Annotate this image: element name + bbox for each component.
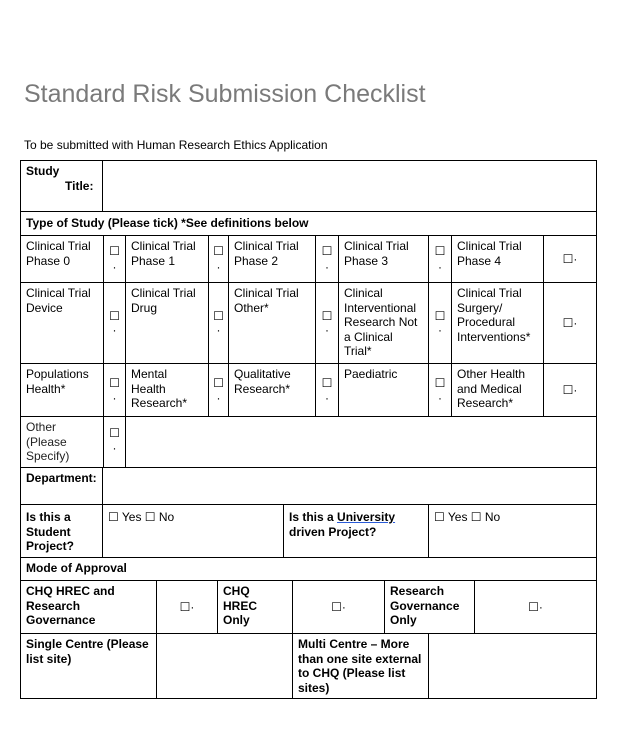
option-research-governance-only [384, 580, 475, 634]
option-label: Populations Health* [26, 367, 89, 396]
checkbox-dot: · [112, 441, 117, 455]
university-label-link: University [337, 510, 396, 524]
option-clinical-trial-other [228, 282, 316, 364]
option-qualitative-research [228, 363, 316, 417]
other-specify-input[interactable] [125, 416, 597, 468]
checkbox-icon: ☐ [213, 309, 224, 323]
option-label: Clinical Trial Phase 4 [457, 239, 522, 268]
department-input[interactable] [102, 467, 597, 505]
single-centre-label: Single Centre (Please list site) [26, 637, 149, 666]
checkbox-dot: · [438, 260, 442, 274]
checkbox-mental-health-research[interactable] [208, 363, 229, 417]
option-mental-health-research [125, 363, 209, 417]
checkbox-icon: ☐ [321, 309, 333, 323]
option-label: Clinical Trial Phase 2 [234, 239, 299, 268]
checkbox-paediatric[interactable] [428, 363, 452, 417]
checkbox-dot: · [216, 260, 221, 274]
checkbox-dot: · [325, 323, 329, 337]
option-chq-hrec-only [217, 580, 293, 634]
option-paediatric [338, 363, 429, 417]
department-label: Department: [26, 471, 97, 485]
university-project-label-cell [283, 504, 429, 558]
option-label: CHQ HREC and Research Governance [26, 584, 115, 627]
option-label: Clinical Trial Phase 0 [26, 239, 91, 268]
checkbox-icon: ☐· [562, 251, 578, 266]
university-yes-no-checkboxes[interactable]: ☐ Yes ☐ No [434, 510, 501, 524]
option-label: Other (Please Specify) [26, 420, 70, 463]
option-label: Clinical Trial Drug [131, 286, 196, 315]
option-populations-health [20, 363, 104, 417]
multi-centre-sites-input[interactable] [428, 633, 597, 699]
checkbox-icon: ☐ [109, 309, 120, 323]
option-label: Clinical Trial Phase 3 [344, 239, 409, 268]
checkbox-qualitative-research[interactable] [315, 363, 339, 417]
checkbox-icon: ☐· [528, 599, 543, 614]
checkbox-clinical-trial-phase-1[interactable] [208, 235, 229, 283]
option-label: Clinical Interventional Research Not a Clinical Trial* [344, 286, 418, 358]
student-yes-no-checkboxes[interactable]: ☐ Yes ☐ No [108, 510, 175, 524]
option-label: Clinical Trial Phase 1 [131, 239, 196, 268]
checkbox-clinical-trial-phase-3[interactable] [428, 235, 452, 283]
checkbox-icon: ☐ [434, 376, 446, 390]
checkbox-dot: · [325, 391, 329, 405]
document-subtitle: To be submitted with Human Research Ethics Application [24, 138, 328, 152]
option-clinical-trial-phase-4 [451, 235, 544, 283]
option-clinical-trial-phase-2 [228, 235, 316, 283]
checkbox-dot: · [112, 391, 117, 405]
single-centre-sites-input[interactable] [156, 633, 293, 699]
checkbox-clinical-trial-phase-0[interactable] [103, 235, 126, 283]
option-label: Other Health and Medical Research* [457, 367, 526, 410]
study-title-label-cell [20, 160, 103, 212]
option-clinical-trial-phase-1 [125, 235, 209, 283]
option-clinical-interventional-research [338, 282, 429, 364]
student-project-label: Is this a Student Project? [26, 510, 75, 553]
type-of-study-header-text: Type of Study (Please tick) *See definitions below [26, 216, 309, 230]
option-label: Clinical Trial Other* [234, 286, 299, 315]
student-project-label-cell [20, 504, 103, 558]
multi-centre-label-cell [292, 633, 429, 699]
university-project-options[interactable] [428, 504, 597, 558]
option-label: Paediatric [344, 367, 398, 381]
university-label-before: Is this a [289, 510, 338, 524]
checkbox-clinical-trial-phase-2[interactable] [315, 235, 339, 283]
mode-of-approval-header [20, 557, 597, 581]
checkbox-icon: ☐ [109, 376, 120, 390]
checkbox-dot: · [216, 323, 221, 337]
checkbox-chq-hrec-and-research-governance[interactable] [156, 580, 218, 634]
student-project-options[interactable] [102, 504, 284, 558]
option-label: CHQ HREC Only [223, 584, 258, 627]
option-clinical-trial-surgery [451, 282, 544, 364]
checkbox-dot: · [325, 260, 329, 274]
university-label-after: driven Project? [289, 524, 377, 539]
multi-centre-label: Multi Centre – More than one site external to CHQ (Please list sites) [298, 637, 422, 695]
checkbox-icon: ☐· [562, 382, 578, 397]
option-label: Research Governance Only [390, 584, 460, 627]
checkbox-icon: ☐ [321, 244, 333, 258]
study-title-label-line1: Study [26, 164, 60, 178]
checkbox-icon: ☐ [213, 376, 224, 390]
checkbox-dot: · [112, 323, 117, 337]
option-other-please-specify [20, 416, 104, 468]
checkbox-icon: ☐ [434, 309, 446, 323]
checkbox-populations-health[interactable] [103, 363, 126, 417]
option-clinical-trial-phase-0 [20, 235, 104, 283]
checkbox-clinical-interventional-research[interactable] [428, 282, 452, 364]
document-title: Standard Risk Submission Checklist [24, 80, 426, 108]
checkbox-dot: · [112, 260, 117, 274]
checkbox-icon: ☐ [109, 426, 120, 440]
checkbox-icon: ☐ [434, 244, 446, 258]
checkbox-icon: ☐ [321, 376, 333, 390]
study-title-label-line2: Title: [65, 178, 94, 193]
checkbox-clinical-trial-drug[interactable] [208, 282, 229, 364]
option-chq-hrec-and-research-governance [20, 580, 157, 634]
checkbox-dot: · [216, 391, 221, 405]
checkbox-icon: ☐ [213, 244, 224, 258]
checkbox-clinical-trial-phase-4[interactable] [543, 235, 597, 283]
option-clinical-trial-drug [125, 282, 209, 364]
option-label: Clinical Trial Surgery/ Procedural Interventions* [457, 286, 531, 344]
checkbox-chq-hrec-only[interactable] [292, 580, 385, 634]
type-of-study-header [20, 211, 597, 236]
checkbox-research-governance-only[interactable] [474, 580, 597, 634]
option-label: Qualitative Research* [234, 367, 291, 396]
checkbox-other[interactable] [103, 416, 126, 468]
checkbox-icon: ☐· [562, 315, 578, 330]
checkbox-other-health-medical-research[interactable] [543, 363, 597, 417]
option-clinical-trial-phase-3 [338, 235, 429, 283]
study-title-input[interactable] [102, 160, 597, 212]
checkbox-clinical-trial-device[interactable] [103, 282, 126, 364]
option-clinical-trial-device [20, 282, 104, 364]
checkbox-clinical-trial-other[interactable] [315, 282, 339, 364]
department-label-cell [20, 467, 103, 505]
checkbox-icon: ☐· [331, 599, 346, 614]
checkbox-clinical-trial-surgery[interactable] [543, 282, 597, 364]
option-label: Clinical Trial Device [26, 286, 91, 315]
option-label: Mental Health Research* [131, 367, 188, 410]
mode-of-approval-header-text: Mode of Approval [26, 561, 127, 575]
checkbox-dot: · [438, 323, 442, 337]
checkbox-dot: · [438, 391, 442, 405]
checkbox-icon: ☐ [109, 244, 120, 258]
checkbox-icon: ☐· [179, 599, 195, 614]
option-other-health-medical-research [451, 363, 544, 417]
single-centre-label-cell [20, 633, 157, 699]
